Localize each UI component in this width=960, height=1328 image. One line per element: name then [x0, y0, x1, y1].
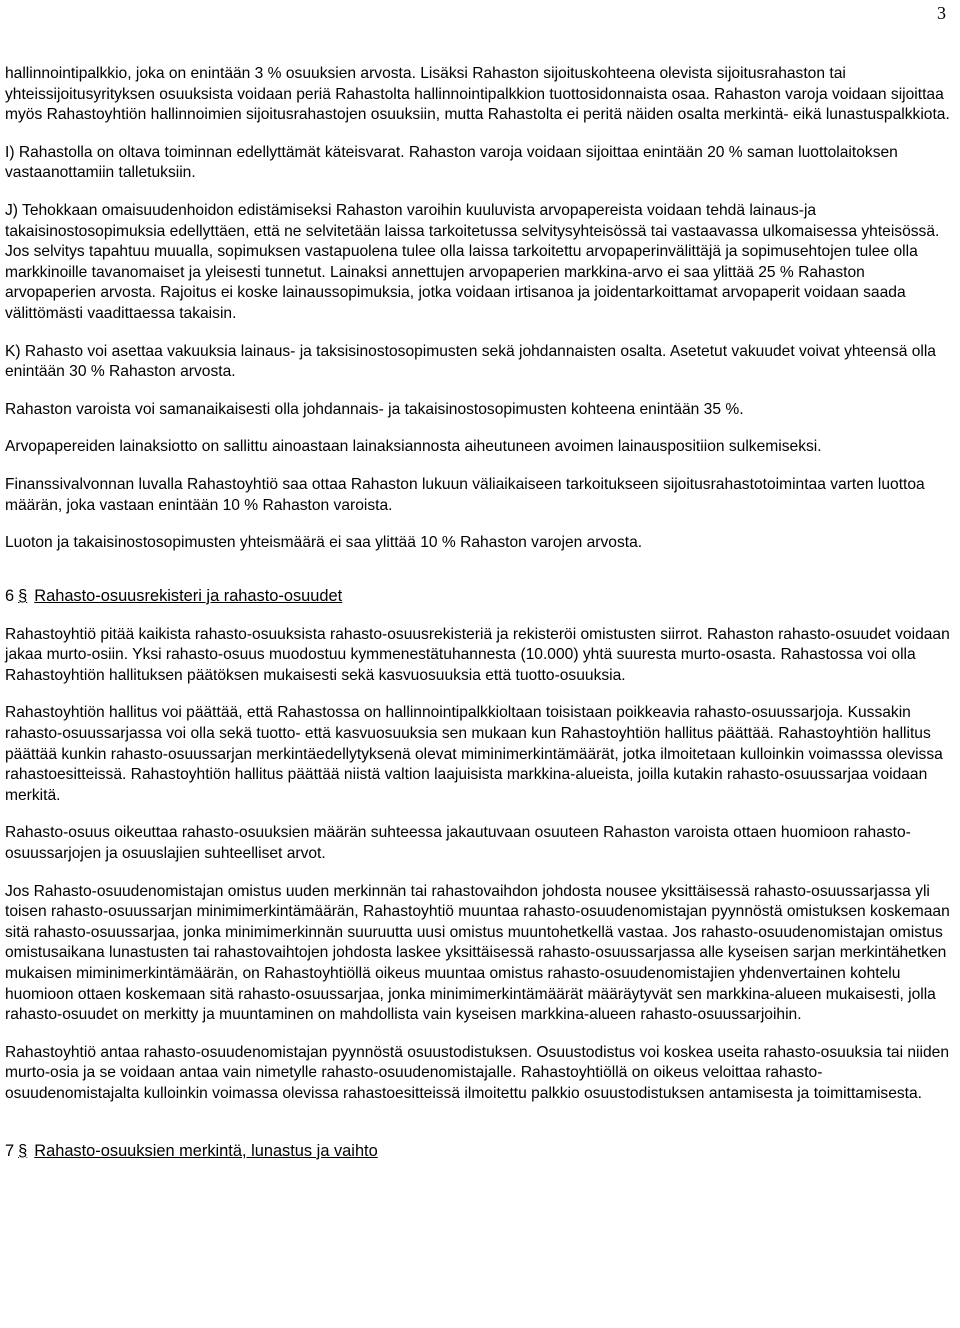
section-number: 7 — [5, 1141, 15, 1160]
section-title: Rahasto-osuuksien merkintä, lunastus ja vaihto — [34, 1141, 378, 1160]
paragraph-unit-conversion: Jos Rahasto-osuudenomistajan omistus uuden merkinnän tai rahastovaihdon johdosta nousee yksittäisessä rahasto-osuussarjassa yli toisen rahasto-osuussarjan minimimerkintämäärän, Rahastoyhtiö muuntaa rahasto-osuudenomistajan pyynnöstä omistuksen koskemaan sitä rahasto-osuussarjaa, jonka minimimerkinnän suuruutta uusi omistus muuntohetkellä vastaa. Jos rahasto-osuudenomistajan omistus omistusaikana lunastusten tai rahastovaihtojen johdosta laskee yksittäisessä rahasto-osuussarjassa alle kyseisen sarjan merkintähetken mukaisen miminimerkintämäärän, on Rahastoyhtiöllä oikeus muuntaa omistus rahasto-osuudenomistajien yhdenvertainen kohtelu huomioon ottaen koskemaan sitä rahasto-osuussarjaa, jonka minimimerkintämäärät määräytyvät sen markkina-alueen mukaisesti, jolla rahasto-osuudet on merkitty ja muuntaminen on mahdollista vain kyseisen markkina-alueen rahasto-osuussarjoihin. — [5, 882, 950, 1024]
paragraph-borrowing-securities: Arvopapereiden lainaksiotto on sallittu ainoastaan lainaksiannosta aiheutuneen avoimen lainauspositiion sulkemiseksi. — [5, 438, 822, 456]
paragraph-unit-entitlement: Rahasto-osuus oikeuttaa rahasto-osuuksien määrän suhteessa jakautuvaan osuuteen Rahaston varoista ottaen huomioon rahasto-osuussarjojen ja osuuslajien suhteelliset arvot. — [5, 824, 911, 863]
section-symbol: § — [18, 586, 28, 605]
paragraph-credit-total-limit: Luoton ja takaisinostosopimusten yhteismäärä ei saa ylittää 10 % Rahaston varojen arvosta. — [5, 534, 643, 552]
paragraph-cash-deposits: I) Rahastolla on oltava toiminnan edellyttämät käteisvarat. Rahaston varoja voidaan sijoittaa enintään 20 % saman luottolaitoksen vastaanottamiin talletuksiin. — [5, 143, 898, 182]
paragraph-fund-of-funds-fees: hallinnointipalkkio, joka on enintään 3 % osuuksien arvosta. Lisäksi Rahaston sijoituskohteena olevista sijoitusrahaston tai yhteissijoitusyrityksen osuuksista voidaan periä Rahastolta hallinnointipalkkion tuottosidonnaista osaa. Rahaston varoja voidaan sijoittaa myös Rahastoyhtiön hallinnoimien sijoitusrahastojen osuuksiin, mutta Rahastolta ei peritä näiden osalta merkintä- eikä lunastuspalkkiota. — [5, 65, 950, 124]
paragraph-temporary-credit: Finanssivalvonnan luvalla Rahastoyhtiö saa ottaa Rahaston lukuun väliaikaiseen tarkoitukseen sijoitusrahastotoimintaa varten luottoa määrän, joka vastaan enintään 10 % Rahaston varoista. — [5, 475, 925, 514]
paragraph-unit-register: Rahastoyhtiö pitää kaikista rahasto-osuuksista rahasto-osuusrekisteriä ja rekisteröi omistusten siirrot. Rahaston rahasto-osuudet voidaan jakaa murto-osiin. Yksi rahasto-osuus muodostuu kymmenestätuhannesta (10.000) yhtä suuresta murto-osasta. Rahastossa voi olla Rahastoyhtiön hallituksen päätöksen mukaisesti sekä kasvuosuuksia että tuotto-osuuksia. — [5, 625, 950, 684]
section-symbol: § — [18, 1141, 28, 1160]
paragraph-derivatives-limit: Rahaston varoista voi samanaikaisesti olla johdannais- ja takaisinostosopimusten kohteena enintään 35 %. — [5, 400, 744, 418]
section-7-heading — [5, 1141, 953, 1162]
section-6-heading — [5, 586, 953, 607]
document-body — [5, 64, 953, 1180]
paragraph-unit-certificate: Rahastoyhtiö antaa rahasto-osuudenomistajan pyynnöstä osuustodistuksen. Osuustodistus voi koskea useita rahasto-osuuksia tai niiden murto-osia ja se voidaan antaa vain nimetylle rahasto-osuudenomistajalle. Rahastoyhtiöllä on oikeus veloittaa rahasto-osuudenomistajalta kulloinkin voimassa olevissa rahastoesitteissä ilmoitettu palkkio osuustodistuksen antamisesta ja toimittamisesta. — [5, 1043, 949, 1102]
section-number: 6 — [5, 586, 15, 605]
paragraph-collateral: K) Rahasto voi asettaa vakuuksia lainaus- ja taksisinostosopimusten sekä johdannaisten osalta. Asetetut vakuudet voivat yhteensä olla enintään 30 % Rahaston arvosta. — [5, 342, 936, 381]
paragraph-securities-lending: J) Tehokkaan omaisuudenhoidon edistämiseksi Rahaston varoihin kuuluvista arvopapereista voidaan tehdä lainaus-ja takaisinostosopimuksia edellyttäen, että ne selvitetään laissa tarkoitetussa selvitysyhteisössä tai vastaavassa ulkomaisessa yhteisössä. Jos selvitys tapahtuu muualla, sopimuksen vastapuolena tulee olla laissa tarkoitettu arvopaperinvälittäjä ja sopimusehtojen tulee olla markkinoille tavanomaiset ja yleisesti tunnetut. Lainaksi annettujen arvopaperien markkina-arvo ei saa ylittää 25 % Rahaston arvopaperien arvosta. Rajoitus ei koske lainaussopimuksia, jotka voidaan irtisanoa ja joidentarkoittamat arvopaperit voidaan saada välittömästi vaadittaessa takaisin. — [5, 201, 940, 322]
page-number: 3 — [937, 3, 946, 23]
paragraph-unit-series: Rahastoyhtiön hallitus voi päättää, että Rahastossa on hallinnointipalkkioltaan toisistaan poikkeavia rahasto-osuussarjoja. Kussakin rahasto-osuussarjassa voi olla sekä tuotto- että kasvuosuuksia sen mukaan kun Rahastoyhtiön hallitus päättää. Rahastoyhtiön hallitus päättää kunkin rahasto-osuussarjan merkintäedellytyksenä olevat miminimerkintämäärät, jotka ilmoitetaan kulloinkin voimasssa olevissa rahastoesitteissä. Rahastoyhtiön hallitus päättää niistä valtion laajuisista markkina-alueista, joilla kutakin rahasto-osuussarjaa voidaan merkitä. — [5, 704, 943, 804]
section-title: Rahasto-osuusrekisteri ja rahasto-osuudet — [34, 586, 343, 605]
